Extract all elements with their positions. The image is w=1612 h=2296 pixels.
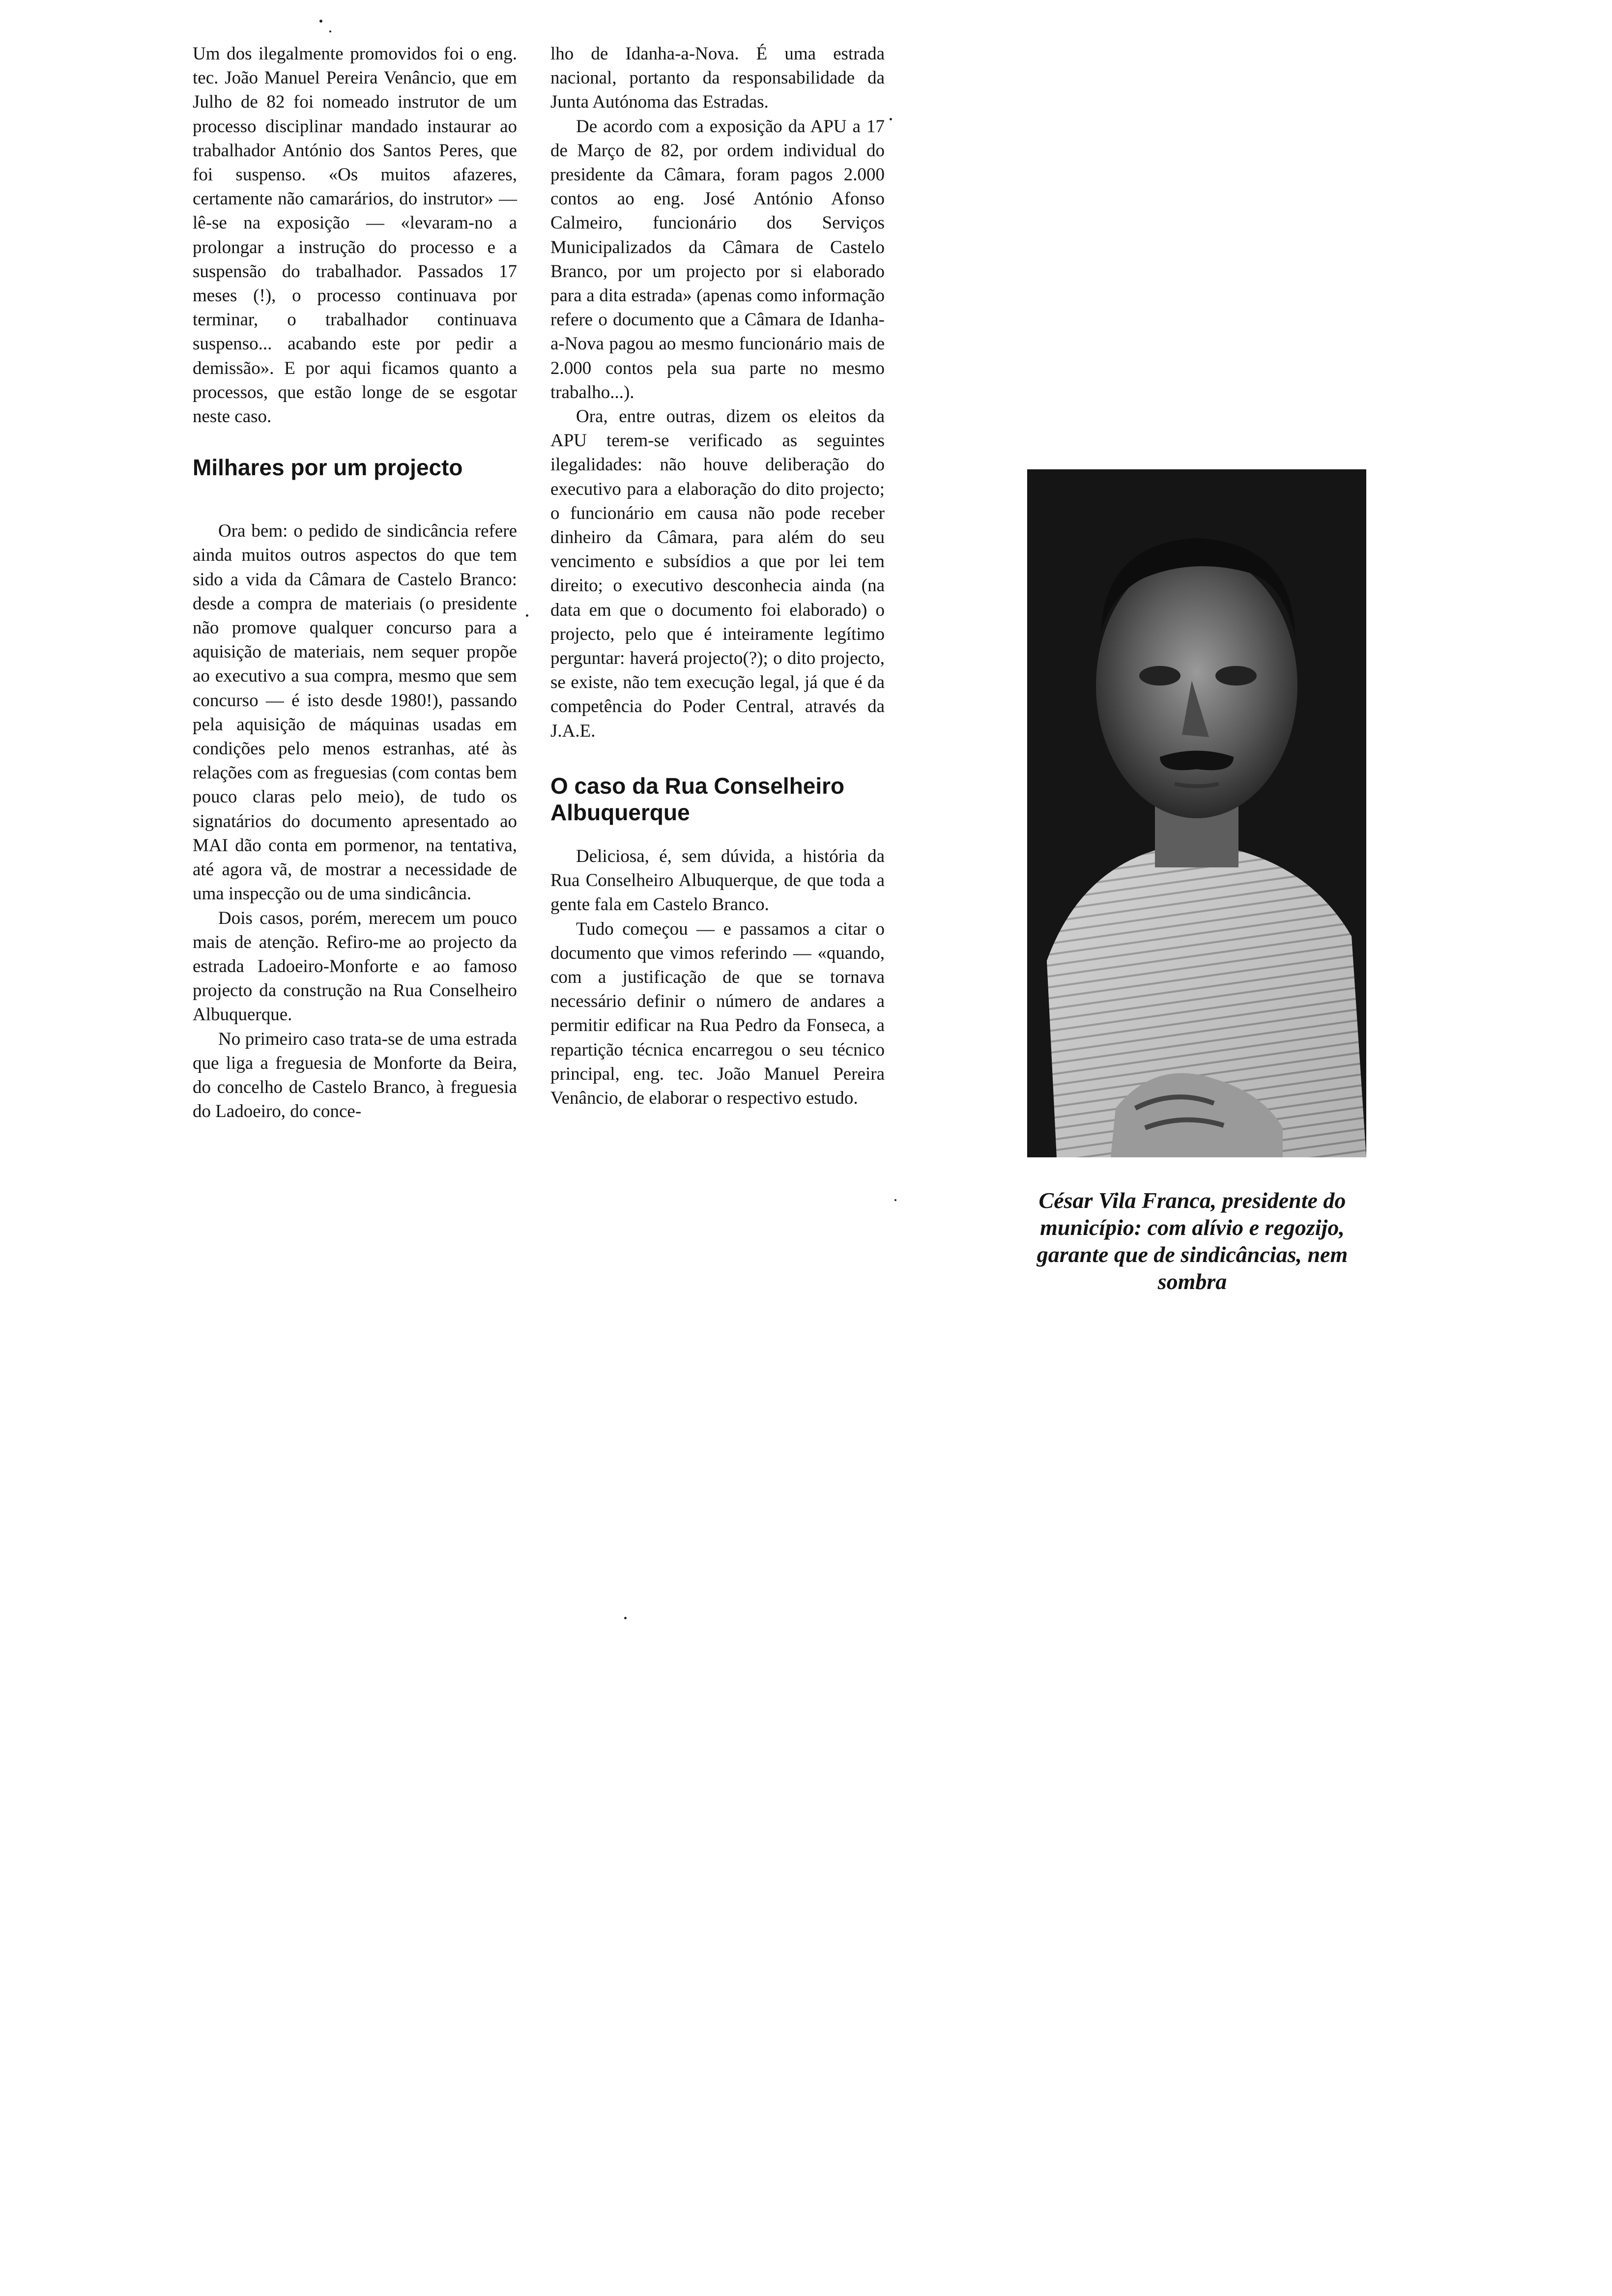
print-speck <box>894 1199 896 1201</box>
paragraph: De acordo com a exposição da APU a 17 de Março de 82, por ordem individual do presidente da Câmara, foram pagos 2.000 contos ao eng. José António Afonso Calmeiro, funcionário dos Serviços Municipalizados da Câmara de Castelo Branco, por um projecto por si elaborado para a dita estrada» (apenas como informação refere o documento que a Câmara de Idanha-a-Nova pagou ao mesmo funcionário mais de 2.000 contos pela sua parte no mesmo trabalho...). <box>550 116 885 402</box>
section-heading-milhares: Milhares por um projecto <box>193 455 463 481</box>
photo-block <box>1027 469 1366 1295</box>
paragraph: Tudo começou — e passamos a citar o documento que vimos referindo — «quando, com a justificação de que se tornava necessário definir o número de andares a permitir edificar na Rua Pedro da Fonseca, a repartição técnica encarregou o seu técnico principal, eng. tec. João Manuel Pereira Venâncio, de elaborar o respectivo estudo. <box>550 918 885 1108</box>
paragraph: Um dos ilegalmente promovidos foi o eng. tec. João Manuel Pereira Venâncio, que em Julho de 82 foi nomeado instrutor de um processo disciplinar mandado instaurar ao trabalhador António dos Santos Peres, que foi suspenso. «Os muitos afazeres, certamente não camarários, do instrutor» — lê-se na exposição — «levaram-no a prolongar a instrução do processo e a suspensão do trabalhador. Passados 17 meses (!), o processo continuava por terminar, o trabalhador continuava suspenso... acabando este por pedir a demissão». E por aqui ficamos quanto a processos, que estão longe de se esgotar neste caso. <box>193 44 517 427</box>
print-speck <box>890 118 892 120</box>
newspaper-clipping <box>182 20 904 1622</box>
print-speck <box>329 30 331 32</box>
paragraph: Ora, entre outras, dizem os eleitos da APU terem-se verificado as seguintes ilegalidades: não houve deliberação do executivo para a elaboração do dito projecto; o funcionário em causa não pode receber dinheiro da Câmara, para além do seu vencimento e subsídios a que por lei tem direito; o executivo desconhecia ainda (na data em que o documento foi elaborado) o projecto, pelo que é inteiramente legítimo perguntar: haverá projecto(?); o dito projecto, se existe, não tem execução legal, já que é da competência do Poder Central, através da J.A.E. <box>550 406 885 741</box>
paragraph: Ora bem: o pedido de sindicância refere ainda muitos outros aspectos do que tem sido a vida da Câmara de Castelo Branco: desde a compra de materiais (o presidente não promove qualquer concurso para a aquisição de materiais, nem sequer propõe ao executivo a sua compra, mesmo que sem concurso — é isto desde 1980!), passando pela aquisição de máquinas usadas em condições pelo menos estranhas, até às relações com as freguesias (com contas bem pouco claras pelo meio), de tudo os signatários do documento apresentado ao MAI dão conta em pormenor, na tentativa, até agora vã, de mostrar a necessidade de uma inspecção ou de uma sindicância. <box>193 521 517 904</box>
photo-caption: César Vila Franca, presidente do município: com alívio e regozijo, garante que de sindicâncias, nem sombra <box>1036 1188 1348 1294</box>
portrait-photo <box>1027 469 1366 1157</box>
paragraph: No primeiro caso trata-se de uma estrada que liga a freguesia de Monforte da Beira, do concelho de Castelo Branco, à freguesia do Ladoeiro, do conce- <box>193 1029 517 1122</box>
print-speck <box>624 1617 627 1619</box>
article-column-2 <box>550 42 885 1110</box>
print-speck <box>319 20 322 23</box>
paragraph: Dois casos, porém, merecem um pouco mais de atenção. Refiro-me ao projecto da estrada Ladoeiro-Monforte e ao famoso projecto da construção na Rua Conselheiro Albuquerque. <box>193 908 517 1025</box>
article-column-1 <box>193 42 517 1123</box>
paragraph: lho de Idanha-a-Nova. É uma estrada nacional, portanto da responsabilidade da Junta Autónoma das Estradas. <box>550 44 885 113</box>
section-heading-rua-conselheiro: O caso da Rua Conselheiro Albuquerque <box>550 773 845 825</box>
print-speck <box>526 614 528 617</box>
paragraph: Deliciosa, é, sem dúvida, a história da Rua Conselheiro Albuquerque, de que toda a gente fala em Castelo Branco. <box>550 846 885 915</box>
